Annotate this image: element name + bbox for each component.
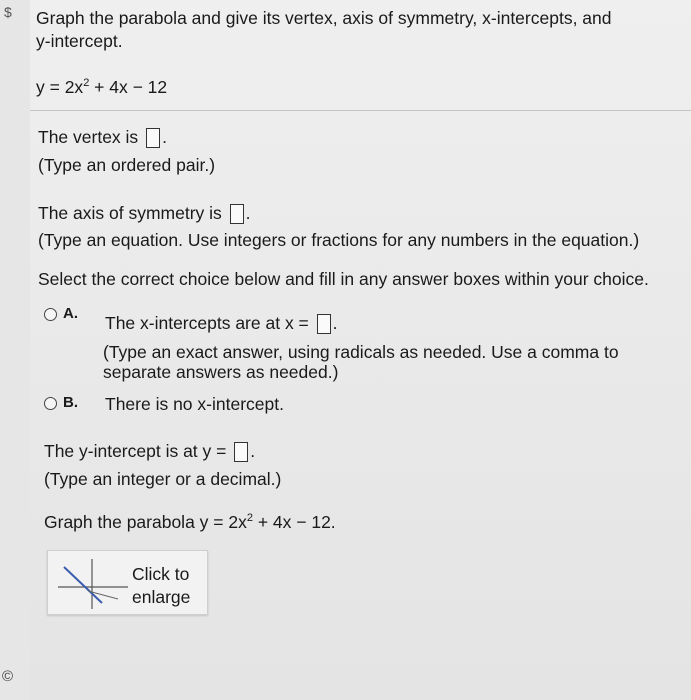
graph-thumbnail-icon (58, 559, 128, 609)
option-a-hint-1: (Type an exact answer, using radicals as needed. Use a comma to (103, 342, 619, 362)
option-b-radio[interactable] (44, 397, 57, 410)
option-a-row: The x-intercepts are at x = . (105, 313, 338, 333)
vertex-label: The vertex is (38, 127, 139, 147)
graph-prompt: Graph the parabola $y = 2x^2 + 4x - 12$. (44, 512, 336, 532)
axis-hint: (Type an equation. Use integers or fractions for any numbers in the equation.) (38, 230, 640, 250)
axis-label-row: The axis of symmetry is . (38, 203, 251, 223)
vertex-hint: (Type an ordered pair.) (38, 155, 216, 175)
left-sidebar (0, 0, 30, 700)
option-a-letter: A. (63, 305, 78, 322)
y-intercept-row: The y-intercept is at y = . (44, 441, 256, 461)
choice-prompt: Select the correct choice below and fill in any answer boxes within your choice. (38, 269, 649, 289)
vertex-label-row: The vertex is . (38, 127, 167, 147)
divider (30, 110, 691, 111)
option-b-letter: B. (63, 394, 78, 411)
copyright-icon: © (2, 668, 14, 685)
enlarge-line-1: Click to (132, 564, 190, 584)
axis-label: The axis of symmetry is (38, 203, 222, 223)
equation: $y = 2x^2 + 4x - 12$ (36, 77, 168, 97)
vertex-answer-box[interactable] (146, 128, 160, 148)
option-a-radio[interactable] (44, 308, 57, 321)
axis-answer-box[interactable] (230, 204, 244, 224)
enlarge-line-2: enlarge (132, 587, 191, 607)
click-to-enlarge-button[interactable] (47, 550, 208, 615)
y-intercept-answer-box[interactable] (234, 442, 248, 462)
question-line-2: y-intercept. (36, 31, 123, 51)
option-b-label: There is no x-intercept. (105, 394, 284, 414)
x-intercepts-answer-box[interactable] (317, 314, 331, 334)
question-line-1: Graph the parabola and give its vertex, axis of symmetry, x-intercepts, and (36, 8, 612, 28)
dollar-sign-icon: $ (4, 4, 12, 20)
y-intercept-hint: (Type an integer or a decimal.) (44, 469, 282, 489)
option-a-label: The x-intercepts are at x = (105, 313, 309, 333)
y-intercept-label: The y-intercept is at y = (44, 441, 227, 461)
enlarge-label (132, 563, 190, 609)
option-a-hint-2: separate answers as needed.) (103, 362, 339, 382)
